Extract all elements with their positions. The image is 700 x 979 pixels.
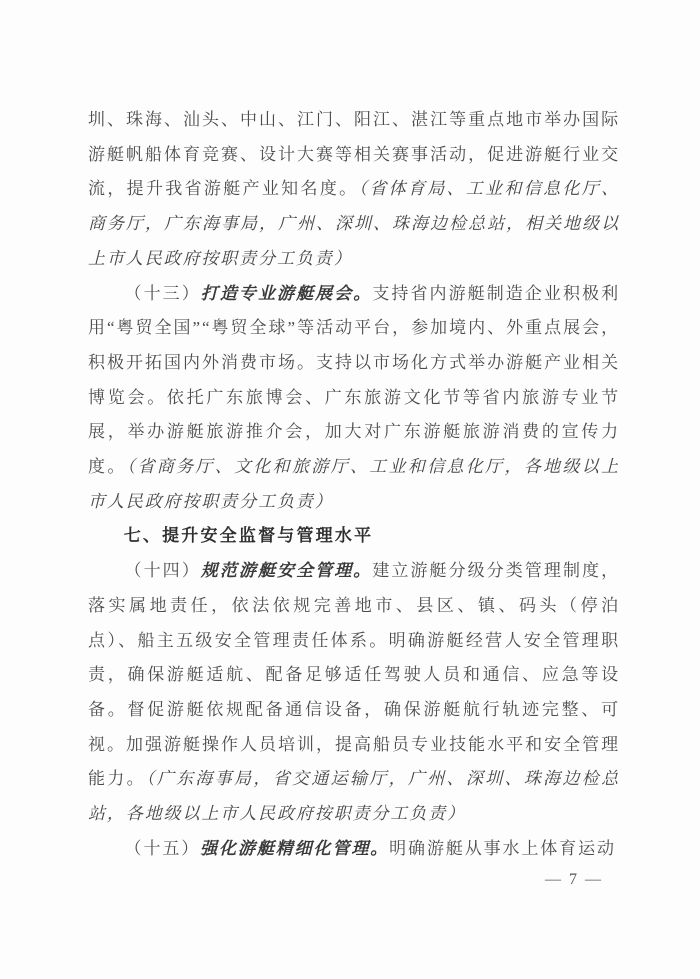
responsibility-clause: （省体育局、工业和信息化厅、商务厅，广东海事局，广州、深圳、珠海边检总站，相关地级以上市人民政府按职责分工负责） — [88, 179, 620, 268]
item-number-label: （十五） — [124, 838, 201, 858]
document-body — [88, 103, 620, 866]
page-number: — 7 — — [545, 871, 603, 888]
paragraph-item-15 — [88, 832, 620, 867]
paragraph-item-13 — [88, 277, 620, 520]
body-text-run: 圳、珠海、汕头、中山、江门、阳江、湛江等重点地市举办国际游艇帆船体育竞赛、设计大赛等相关赛事活动，促进游艇行业交流，提升我省游艇产业知名度。 — [88, 110, 620, 199]
item-title: 打造专业游艇展会。 — [200, 283, 373, 303]
section-heading: 七、提升安全监督与管理水平 — [123, 526, 374, 546]
item-number-label: （十三） — [124, 283, 201, 303]
responsibility-clause: （省商务厅、文化和旅游厅、工业和信息化厅，各地级以上市人民政府按职责分工负责） — [88, 457, 620, 511]
item-title: 强化游艇精细化管理。 — [200, 838, 390, 858]
responsibility-clause: （广东海事局，省交通运输厅，广州、深圳、珠海边检总站，各地级以上市人民政府按职责分工负责） — [88, 769, 621, 824]
body-text-run: 明确游艇从事水上体育运动 — [389, 838, 616, 858]
item-title: 规范游艇安全管理。 — [200, 561, 373, 581]
paragraph-continuation — [88, 103, 620, 277]
paragraph-item-14 — [88, 554, 620, 832]
body-text-run: 支持省内游艇制造企业积极利用“粤贸全国”“粤贸全球”等活动平台，参加境内、外重点展会，积极开拓国内外消费市场。支持以市场化方式举办游艇产业相关博览会。依托广东旅博会、广东旅游文化节等省内旅游专业节展，举办游艇旅游推介会，加大对广东游艇旅游消费的宣传力度。 — [88, 283, 620, 477]
item-number-label: （十四） — [124, 561, 201, 581]
body-text-run: 建立游艇分级分类管理制度，落实属地责任，依法依规完善地市、县区、镇、码头（停泊点）、船主五级安全管理责任体系。明确游艇经营人安全管理职责，确保游艇适航、配备足够适任驾驶人员和通信、应急等设备。督促游艇依规配备通信设备，确保游艇航行轨迹完整、可视。加强游艇操作人员培训，提高船员专业技能水平和安全管理能力。 — [88, 561, 620, 789]
